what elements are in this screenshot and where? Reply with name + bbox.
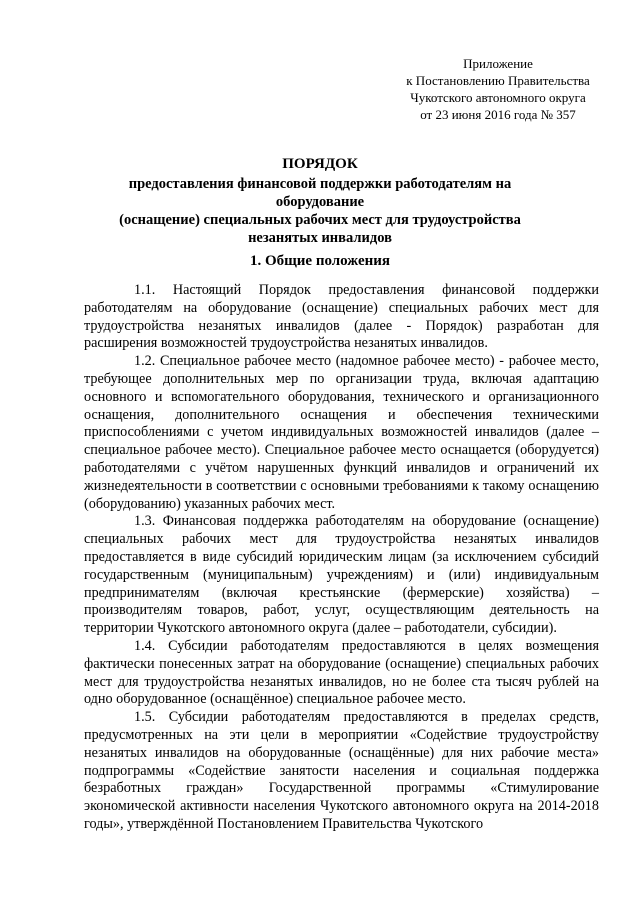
section-body (84, 282, 599, 834)
appendix-line: Приложение (463, 56, 533, 71)
document-title-block (100, 155, 540, 247)
document-subtitle-line: предоставления финансовой поддержки работодателям на оборудование (128, 176, 512, 210)
appendix-block (388, 55, 608, 123)
paragraph-1-3: 1.3. Финансовая поддержка работодателям на оборудование (оснащение) специальных рабочих мест для трудоустройства незанятых инвалидов предоставляется в виде субсидий юридическим лицам (за исключением субсидий государственным (муниципальным) учреждениям) и (или) индивидуальным предпринимателям (включая крестьянские (фермерские) хозяйства) – производителям товаров, работ, услуг, осуществляющим деятельность на территории Чукотского автономного округа (далее – работодатели, субсидии). (84, 513, 599, 637)
paragraph-1-5: 1.5. Субсидии работодателям предоставляются в пределах средств, предусмотренных на эти цели в мероприятии «Содействие трудоустройству незанятых инвалидов на оборудованные (оснащённые) для них рабочие места» подпрограммы «Содействие занятости населения и социальная поддержка безработных граждан» Государственной программы «Стимулирование экономической активности населения Чукотского автономного округа на 2014-2018 годы», утверждённой Постановлением Правительства Чукотского (84, 709, 599, 832)
document-subtitle-line: (оснащение) специальных рабочих мест для трудоустройства (119, 212, 521, 228)
document-subtitle-line: незанятых инвалидов (248, 230, 392, 246)
appendix-line: к Постановлению Правительства (406, 73, 590, 88)
paragraph-1-1: 1.1. Настоящий Порядок предоставления финансовой поддержки работодателям на оборудование (оснащение) специальных рабочих мест для трудоустройства незанятых инвалидов (далее - Порядок) разработан для расширения возможностей трудоустройства незанятых инвалидов. (84, 282, 599, 352)
paragraph-1-2: 1.2. Специальное рабочее место (надомное рабочее место) - рабочее место, требующее дополнительных мер по организации труда, включая адаптацию основного и вспомогательного оборудования, технического и организационного оснащения, дополнительного оснащения и обеспечения техническими приспособлениями с учетом индивидуальных возможностей инвалидов (далее – специальное рабочее место). Специальное рабочее место оснащается (оборудуется) работодателями с учётом нарушенных функций инвалидов и ограничений их жизнедеятельности в соответствии с основными требованиями к такому оснащению (оборудованию) указанных рабочих мест. (84, 353, 599, 512)
appendix-line: от 23 июня 2016 года № 357 (420, 107, 576, 122)
paragraph-1-4: 1.4. Субсидии работодателям предоставляются в целях возмещения фактически понесенных затрат на оборудование (оснащение) специальных рабочих мест для трудоустройства незанятых инвалидов, но не более ста тысяч рублей на одно оборудованное (оснащённое) специальное рабочее место. (84, 637, 599, 708)
section-heading: 1. Общие положения (249, 253, 391, 269)
appendix-line: Чукотского автономного округа (410, 90, 586, 105)
document-title: ПОРЯДОК (282, 156, 358, 172)
